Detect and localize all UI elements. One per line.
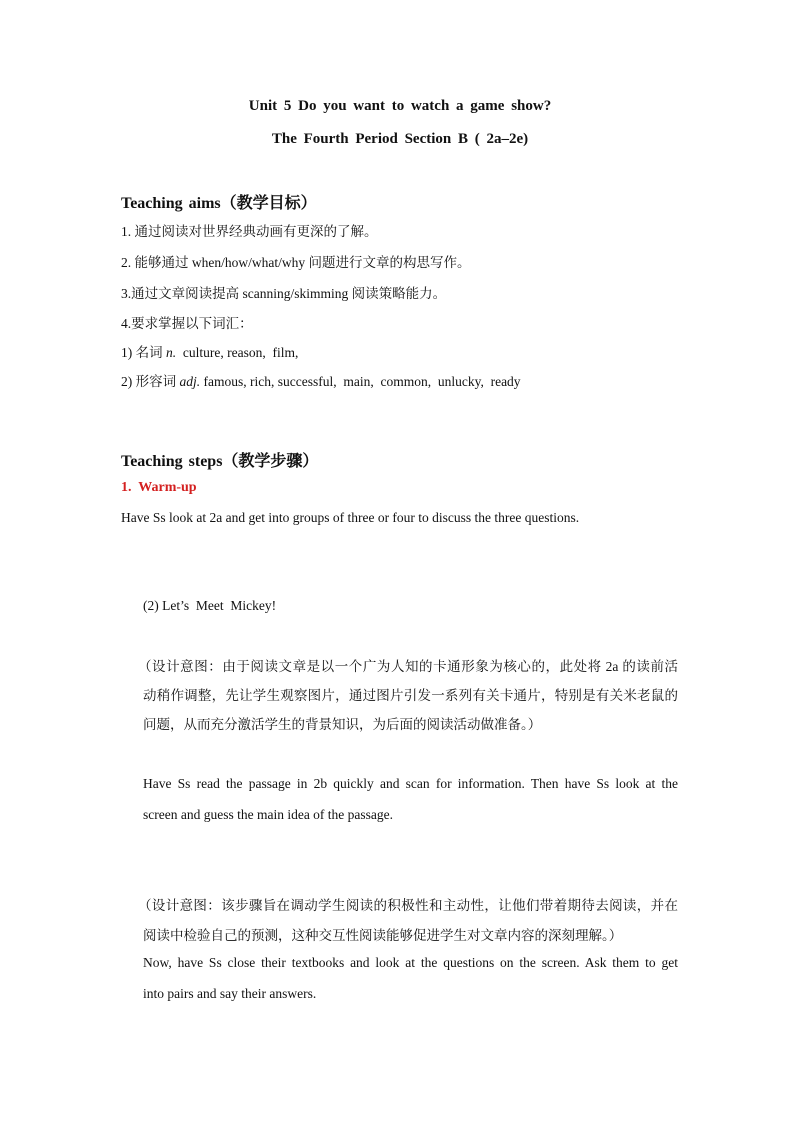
design-intent-1-line-1: （设计意图：由于阅读文章是以一个广为人知的卡通形象为核心的，此处将 2a 的读前活 — [138, 659, 678, 674]
vocab-nouns-words: culture, reason, film, — [176, 345, 299, 360]
aim-item-1: 1. 通过阅读对世界经典动画有更深的了解。 — [121, 224, 378, 239]
teaching-aims-heading: Teaching aims（教学目标） — [121, 195, 317, 212]
aim-item-4: 4.要求掌握以下词汇： — [121, 316, 253, 331]
vocab-nouns-pos: n. — [166, 345, 177, 360]
vocab-nouns — [121, 341, 298, 361]
design-intent-2-line-2: 阅读中检验自己的预测，这种交互性阅读能够促进学生对文章内容的深刻理解。） — [143, 928, 623, 943]
read-passage-line-1: Have Ss read the passage in 2b quickly and scan for information. Then have Ss look at the — [143, 776, 678, 791]
vocab-adj-prefix: 2) 形容词 — [121, 374, 180, 389]
warmup-label: 1. Warm-up — [121, 480, 197, 495]
aim-item-3: 3.通过文章阅读提高 scanning/skimming 阅读策略能力。 — [121, 286, 447, 301]
pairs-line-1: Now, have Ss close their textbooks and look at the questions on the screen. Ask them to get — [143, 955, 678, 970]
vocab-nouns-prefix: 1) 名词 — [121, 345, 166, 360]
unit-title: Unit 5 Do you want to watch a game show? — [248, 98, 552, 114]
pairs-line-2: into pairs and say their answers. — [143, 986, 317, 1001]
design-intent-1-line-3: 问题，从而充分激活学生的背景知识，为后面的阅读活动做准备。） — [143, 717, 542, 732]
design-intent-1-line-2: 动稍作调整，先让学生观察图片，通过图片引发一系列有关卡通片，特别是有关米老鼠的 — [143, 688, 678, 703]
vocab-adj-pos: adj. — [179, 374, 201, 389]
teaching-steps-heading: Teaching steps（教学步骤） — [121, 453, 319, 470]
meet-mickey-line: (2) Let’s Meet Mickey! — [143, 598, 277, 613]
read-passage-line-2: screen and guess the main idea of the passage. — [143, 807, 394, 822]
vocab-adjectives — [121, 370, 521, 390]
design-intent-2-line-1: （设计意图：该步骤旨在调动学生阅读的积极性和主动性，让他们带着期待去阅读，并在 — [138, 898, 678, 913]
warmup-text: Have Ss look at 2a and get into groups of three or four to discuss the three questions. — [121, 510, 580, 525]
vocab-adj-words: famous, rich, successful, main, common, unlucky, ready — [200, 374, 521, 389]
aim-item-2: 2. 能够通过 when/how/what/why 问题进行文章的构思写作。 — [121, 255, 471, 270]
period-title: The Fourth Period Section B ( 2a–2e) — [271, 131, 529, 147]
